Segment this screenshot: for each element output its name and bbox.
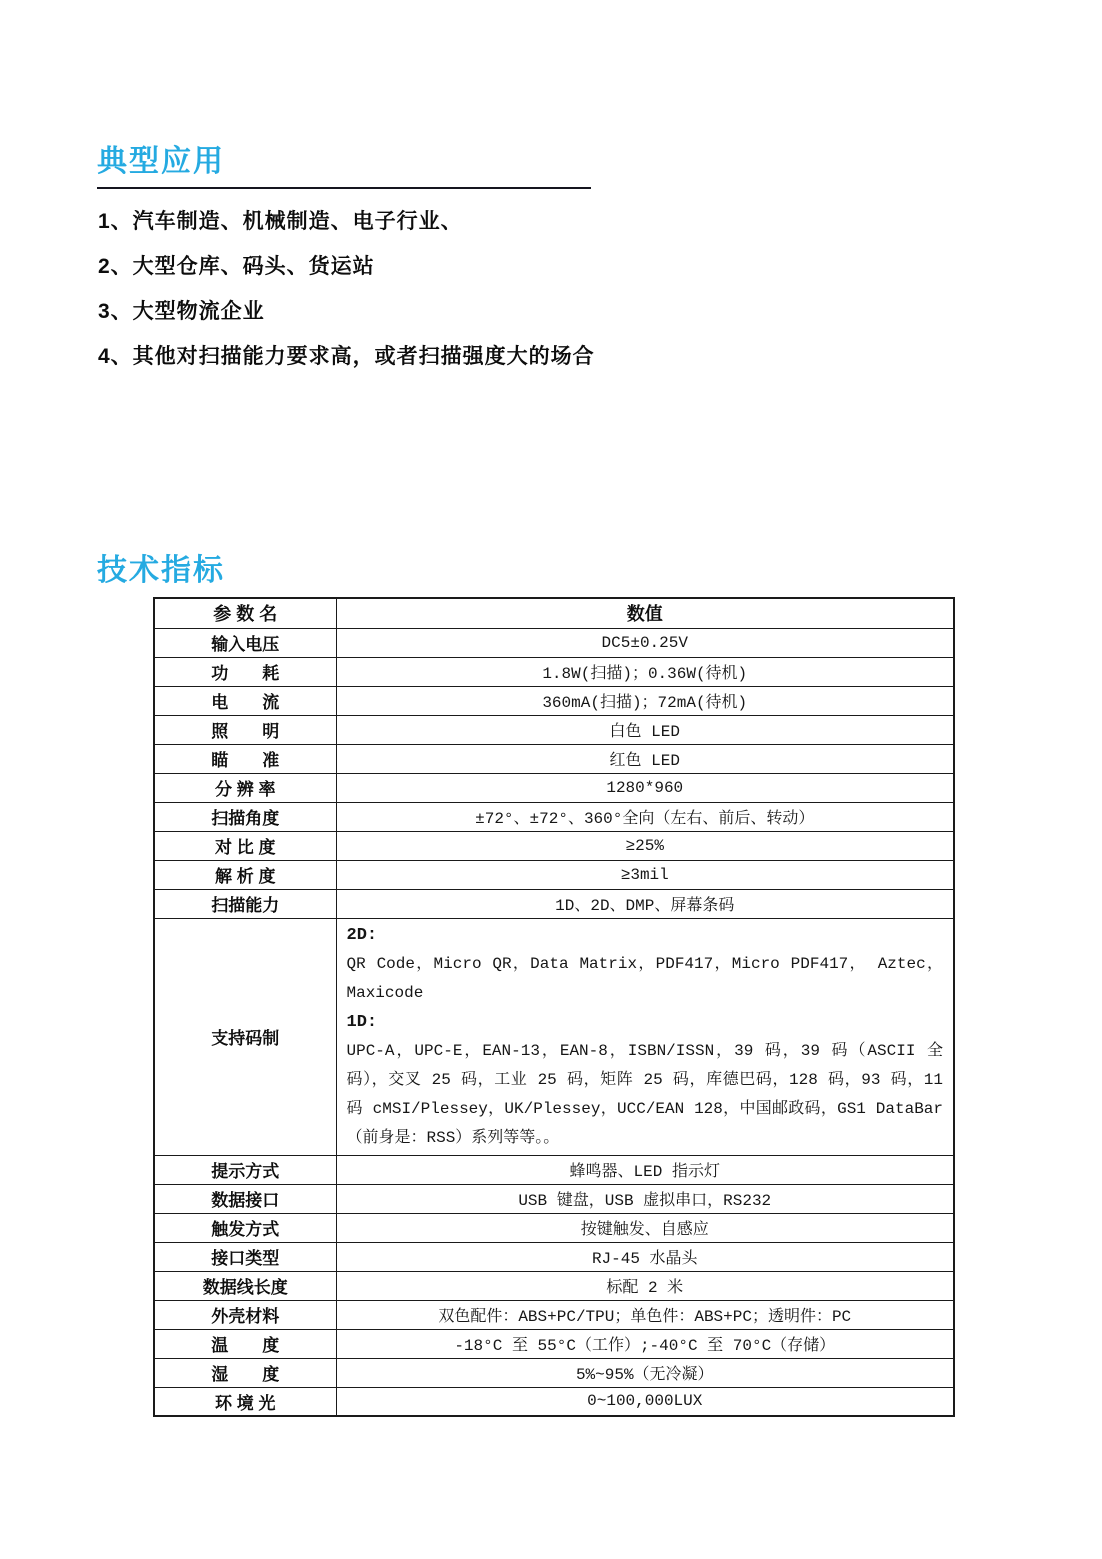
- param-value-cell: 蜂鸣器、LED 指示灯: [336, 1155, 954, 1184]
- table-row: [154, 657, 954, 686]
- applications-list: [98, 197, 1018, 377]
- table-row: [154, 860, 954, 889]
- table-row: [154, 1242, 954, 1271]
- spec-table-body: [154, 628, 954, 1416]
- param-name-cell: 外壳材料: [154, 1300, 336, 1329]
- param-value-cell: [336, 918, 954, 1155]
- column-header: 数值: [336, 598, 954, 628]
- param-value-cell: 红色 LED: [336, 744, 954, 773]
- param-value-cell: 1D、2D、DMP、屏幕条码: [336, 889, 954, 918]
- param-name-cell: 分 辨 率: [154, 773, 336, 802]
- param-name-cell: 湿 度: [154, 1358, 336, 1387]
- table-row: [154, 1300, 954, 1329]
- param-value-cell: 标配 2 米: [336, 1271, 954, 1300]
- param-name-cell: 数据线长度: [154, 1271, 336, 1300]
- param-value-cell: RJ-45 水晶头: [336, 1242, 954, 1271]
- param-name-cell: 支持码制: [154, 918, 336, 1155]
- table-row: [154, 1358, 954, 1387]
- param-value-cell: ≥25%: [336, 831, 954, 860]
- table-row: [154, 1329, 954, 1358]
- table-row: [154, 831, 954, 860]
- table-row: [154, 686, 954, 715]
- param-name-cell: 功 耗: [154, 657, 336, 686]
- param-value-cell: 双色配件：ABS+PC/TPU；单色件：ABS+PC；透明件：PC: [336, 1300, 954, 1329]
- column-header: 参 数 名: [154, 598, 336, 628]
- param-value-cell: ≥3mil: [336, 860, 954, 889]
- section-title-tech-specs: 技术指标: [97, 554, 225, 587]
- param-value-cell: 按键触发、自感应: [336, 1213, 954, 1242]
- param-value-cell: USB 键盘，USB 虚拟串口，RS232: [336, 1184, 954, 1213]
- param-name-cell: 数据接口: [154, 1184, 336, 1213]
- list-item: 4、其他对扫描能力要求高，或者扫描强度大的场合: [98, 344, 595, 368]
- param-name-cell: 输入电压: [154, 628, 336, 657]
- param-name-cell: 扫描角度: [154, 802, 336, 831]
- list-item: 3、大型物流企业: [98, 299, 265, 323]
- list-item: 2、大型仓库、码头、货运站: [98, 254, 375, 278]
- param-value-cell: DC5±0.25V: [336, 628, 954, 657]
- list-item: 1、汽车制造、机械制造、电子行业、: [98, 209, 463, 233]
- param-name-cell: 照 明: [154, 715, 336, 744]
- param-name-cell: 瞄 准: [154, 744, 336, 773]
- codes-label: 2D:: [346, 925, 378, 945]
- table-row: [154, 628, 954, 657]
- heading-underline: [97, 187, 591, 189]
- param-value-cell: 0~100,000LUX: [336, 1387, 954, 1416]
- param-value-cell: -18°C 至 55°C（工作）;-40°C 至 70°C（存储）: [336, 1329, 954, 1358]
- table-row: [154, 889, 954, 918]
- codes-text: QR Code，Micro QR，Data Matrix，PDF417，Micro PDF417， Aztec，Maxicode: [346, 954, 943, 1002]
- table-row: [154, 802, 954, 831]
- table-row: [154, 918, 954, 1155]
- spec-table: [153, 597, 955, 1417]
- param-value-cell: ±72°、±72°、360°全向（左右、前后、转动）: [336, 802, 954, 831]
- param-name-cell: 环 境 光: [154, 1387, 336, 1416]
- table-row: [154, 1213, 954, 1242]
- table-row: [154, 715, 954, 744]
- table-row: [154, 1271, 954, 1300]
- table-row: [154, 1155, 954, 1184]
- param-value-cell: 1.8W(扫描)；0.36W(待机): [336, 657, 954, 686]
- param-value-cell: 白色 LED: [336, 715, 954, 744]
- table-header-row: [154, 598, 954, 628]
- param-value-cell: 360mA(扫描)；72mA(待机): [336, 686, 954, 715]
- codes-label: 1D:: [346, 1012, 378, 1032]
- codes-text: UPC-A，UPC-E，EAN-13，EAN-8，ISBN/ISSN，39 码，39 码（ASCII 全码），交叉 25 码，工业 25 码，矩阵 25 码，库德巴码，128 码，93 码，11 码 cMSI/Plessey，UK/Plessey，UCC/EAN 128，中国邮政码，GS1 DataBar（前身是：RSS）系列等等。。: [346, 1041, 943, 1147]
- section-title-typical-applications: 典型应用: [97, 145, 225, 178]
- param-name-cell: 提示方式: [154, 1155, 336, 1184]
- table-row: [154, 744, 954, 773]
- param-name-cell: 扫描能力: [154, 889, 336, 918]
- table-row: [154, 1184, 954, 1213]
- param-name-cell: 触发方式: [154, 1213, 336, 1242]
- param-name-cell: 对 比 度: [154, 831, 336, 860]
- param-value-cell: 5%~95%（无冷凝）: [336, 1358, 954, 1387]
- table-row: [154, 773, 954, 802]
- table-row: [154, 1387, 954, 1416]
- param-name-cell: 解 析 度: [154, 860, 336, 889]
- param-name-cell: 温 度: [154, 1329, 336, 1358]
- param-name-cell: 接口类型: [154, 1242, 336, 1271]
- param-value-cell: 1280*960: [336, 773, 954, 802]
- spec-table-head: [154, 598, 954, 628]
- param-name-cell: 电 流: [154, 686, 336, 715]
